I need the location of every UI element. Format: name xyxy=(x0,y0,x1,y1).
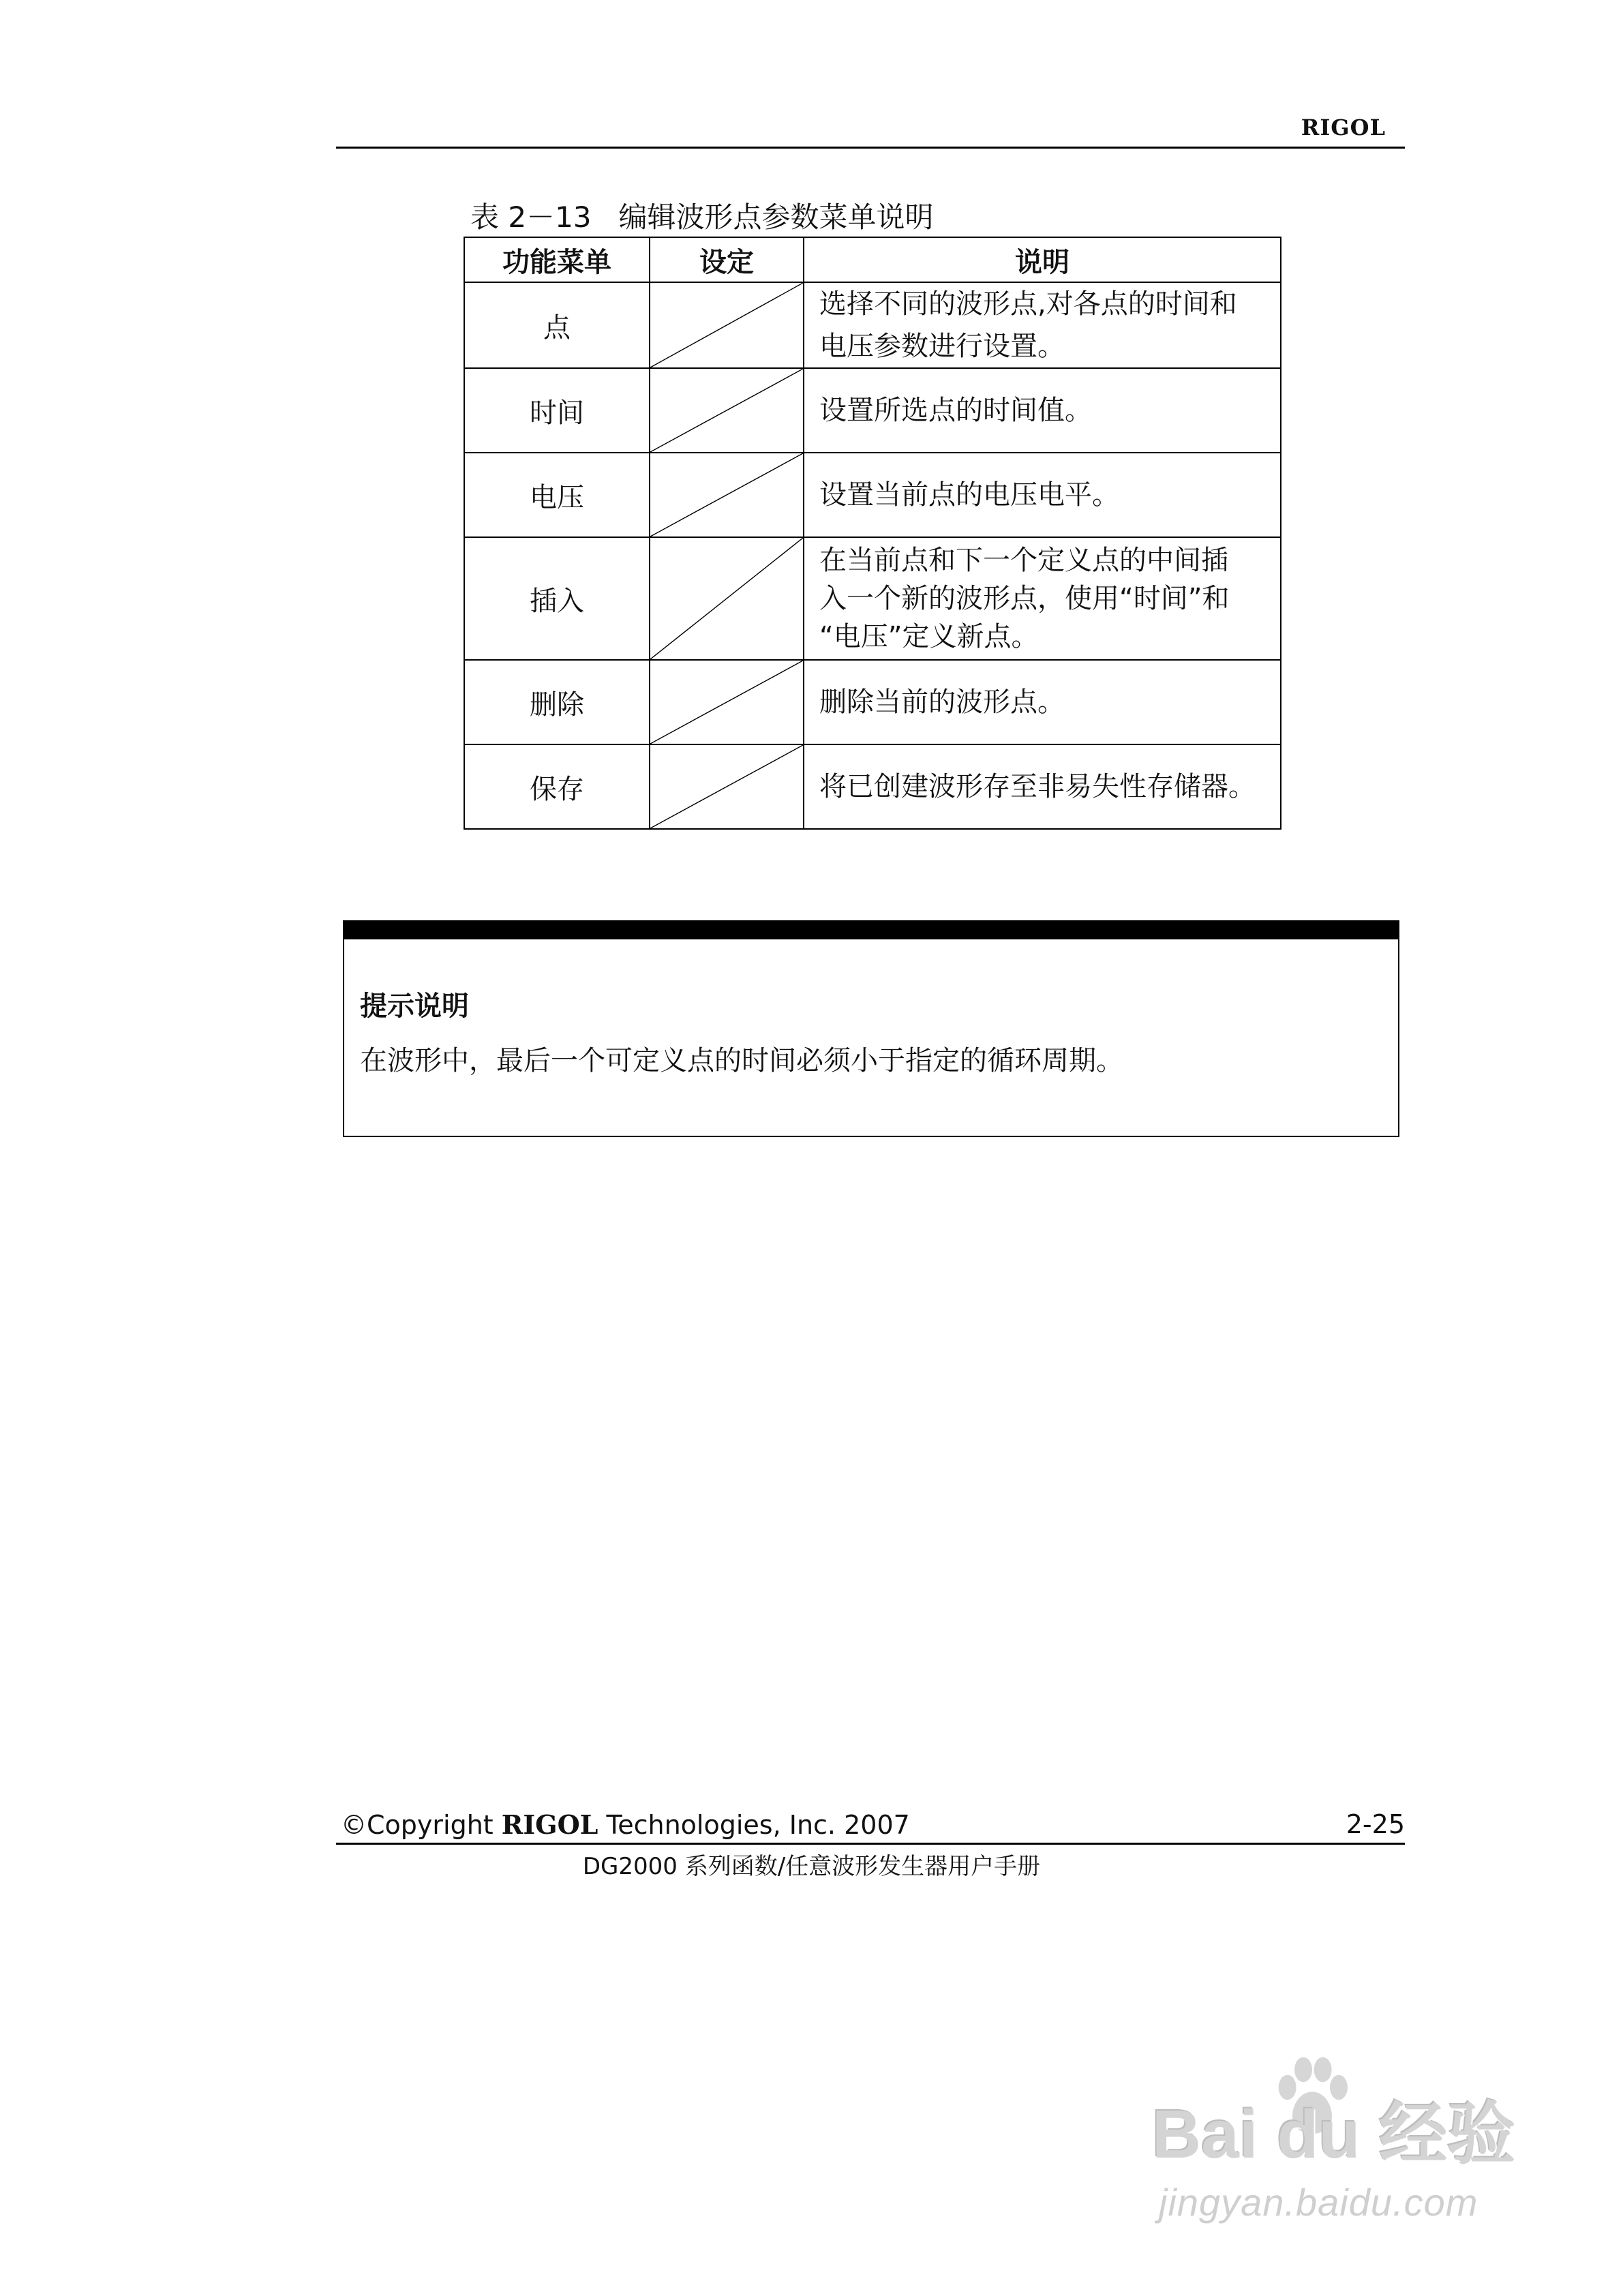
description-line: 选择不同的波形点,对各点的时间和 xyxy=(819,288,1237,320)
header-description: 说明 xyxy=(804,237,1281,282)
watermark-url: jingyan.baidu.com xyxy=(1159,2181,1478,2224)
manual-title: DG2000 系列函数/任意波形发生器用户手册 xyxy=(582,1853,1041,1880)
function-cell: 点 xyxy=(464,282,650,368)
description-line: 在当前点和下一个定义点的中间插 xyxy=(819,545,1228,576)
setting-cell-diagonal xyxy=(650,282,804,368)
description-cell xyxy=(804,368,1281,453)
table-row xyxy=(464,368,1281,453)
description-line: 设置当前点的电压电平。 xyxy=(819,479,1119,511)
header-brand: RIGOL xyxy=(1301,115,1386,140)
table-row xyxy=(464,660,1281,744)
header-function: 功能菜单 xyxy=(464,237,650,282)
description-cell xyxy=(804,744,1281,829)
tip-title: 提示说明 xyxy=(360,991,469,1022)
table-row xyxy=(464,453,1281,537)
watermark-main: Bai du 经验 xyxy=(1152,2096,1516,2173)
copyright xyxy=(341,1809,910,1840)
tip-box xyxy=(343,920,1399,1137)
setting-cell-diagonal xyxy=(650,537,804,660)
tip-text: 在波形中，最后一个可定义点的时间必须小于指定的循环周期。 xyxy=(360,1045,1123,1076)
function-cell: 时间 xyxy=(464,368,650,453)
function-cell: 保存 xyxy=(464,744,650,829)
function-cell: 删除 xyxy=(464,660,650,744)
page-number: 2-25 xyxy=(1346,1809,1405,1839)
description-line: 入一个新的波形点，使用“时间”和 xyxy=(819,583,1230,614)
description-line: 删除当前的波形点。 xyxy=(819,686,1065,718)
table-caption xyxy=(470,195,934,236)
table-row xyxy=(464,282,1281,368)
header-setting: 设定 xyxy=(650,237,804,282)
setting-cell-diagonal xyxy=(650,453,804,537)
table-row xyxy=(464,537,1281,660)
baidu-watermark xyxy=(1152,2059,1534,2236)
function-cell: 插入 xyxy=(464,537,650,660)
table-row xyxy=(464,744,1281,829)
function-cell: 电压 xyxy=(464,453,650,537)
description-line: 设置所选点的时间值。 xyxy=(819,395,1092,426)
copyright-suffix: Technologies, Inc. 2007 xyxy=(598,1810,910,1840)
caption-title: 编辑波形点参数菜单说明 xyxy=(618,200,934,234)
caption-number: 表 2－13 xyxy=(470,200,592,234)
setting-cell-diagonal xyxy=(650,660,804,744)
description-cell xyxy=(804,453,1281,537)
description-line: “电压”定义新点。 xyxy=(819,621,1039,652)
description-line: 将已创建波形存至非易失性存储器。 xyxy=(819,771,1256,802)
copyright-prefix: ©Copyright xyxy=(341,1810,502,1840)
tip-box-bar xyxy=(344,922,1398,939)
description-cell xyxy=(804,537,1281,660)
parameter-menu-table xyxy=(464,237,1281,830)
copyright-brand: RIGOL xyxy=(501,1809,598,1840)
description-line: 电压参数进行设置。 xyxy=(819,331,1065,362)
header-rule xyxy=(336,147,1405,149)
description-cell xyxy=(804,282,1281,368)
description-cell xyxy=(804,660,1281,744)
setting-cell-diagonal xyxy=(650,744,804,829)
setting-cell-diagonal xyxy=(650,368,804,453)
footer-rule xyxy=(336,1843,1405,1845)
